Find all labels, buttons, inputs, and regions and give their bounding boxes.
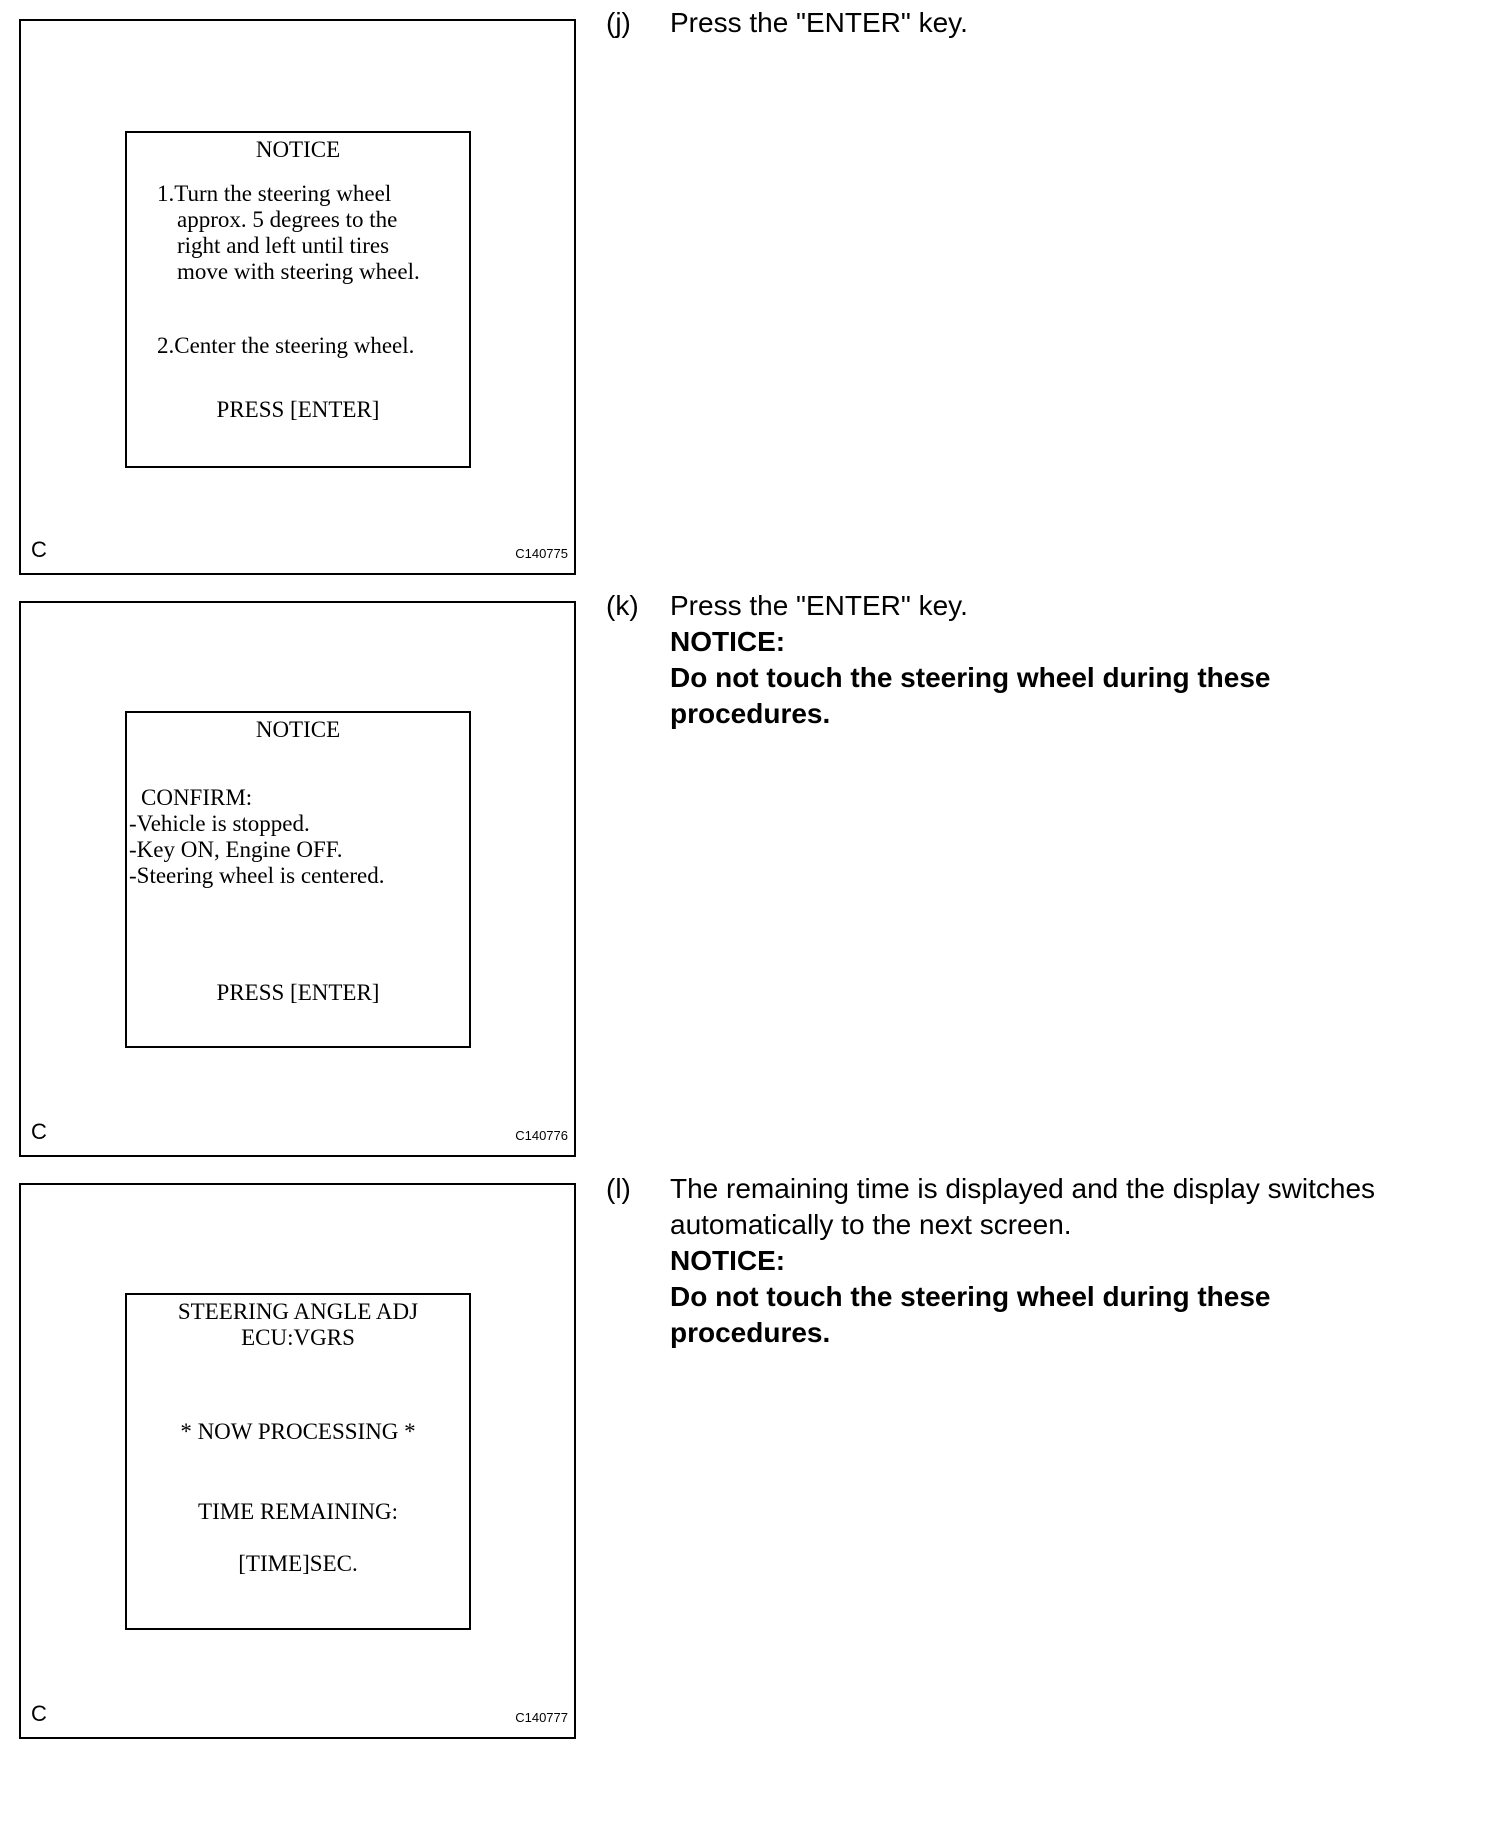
- notice-text: Do not touch the steering wheel during these: [670, 1281, 1271, 1312]
- scan-tool-screen: [125, 711, 471, 1048]
- step-label: (k): [606, 590, 639, 621]
- step-text: automatically to the next screen.: [670, 1209, 1072, 1240]
- figure-steering-notice: [19, 19, 576, 575]
- step-text: Press the "ENTER" key.: [670, 590, 968, 621]
- press-enter-prompt: PRESS [ENTER]: [216, 397, 380, 422]
- step-label: (l): [606, 1173, 631, 1204]
- figure-letter: C: [31, 1119, 47, 1144]
- step-label: (j): [606, 7, 631, 38]
- notice-label: NOTICE:: [670, 626, 786, 657]
- notice-text: procedures.: [670, 1317, 831, 1348]
- figure-code: C140776: [515, 1128, 568, 1143]
- figure-letter: C: [31, 537, 47, 562]
- scan-tool-screen: [125, 1293, 471, 1630]
- instruction-1: 1.Turn the steering wheel approx. 5 degrees to the right and left until tires move with steering wheel.: [157, 181, 420, 284]
- figure-processing: [19, 1183, 576, 1739]
- notice-label: NOTICE:: [670, 1245, 786, 1276]
- step-text: Press the "ENTER" key.: [670, 7, 968, 38]
- notice-text: procedures.: [670, 698, 831, 729]
- step-j: [606, 5, 1486, 41]
- scan-tool-screen: [125, 131, 471, 468]
- screen-title: NOTICE: [255, 137, 341, 162]
- figure-code: C140777: [515, 1710, 568, 1725]
- instruction-2: 2.Center the steering wheel.: [157, 333, 415, 358]
- notice-text: Do not touch the steering wheel during these: [670, 662, 1271, 693]
- time-remaining-value: [TIME]SEC.: [238, 1551, 358, 1576]
- step-k: [606, 588, 1486, 732]
- confirm-list: [129, 811, 384, 889]
- screen-subtitle: ECU:VGRS: [241, 1325, 355, 1350]
- screen-title: STEERING ANGLE ADJ: [177, 1299, 419, 1324]
- press-enter-prompt: PRESS [ENTER]: [216, 980, 380, 1005]
- step-text: The remaining time is displayed and the display switches: [670, 1173, 1376, 1204]
- screen-title: NOTICE: [255, 717, 341, 742]
- figure-confirm-notice: [19, 601, 576, 1157]
- figure-letter: C: [31, 1701, 47, 1726]
- confirm-item: -Steering wheel is centered.: [129, 863, 385, 888]
- time-remaining-label: TIME REMAINING:: [198, 1499, 398, 1524]
- confirm-item: -Vehicle is stopped.: [129, 811, 310, 836]
- processing-status: * NOW PROCESSING *: [180, 1419, 416, 1444]
- figure-code: C140775: [515, 546, 568, 561]
- confirm-heading: CONFIRM:: [141, 785, 253, 810]
- step-l: [606, 1171, 1486, 1351]
- confirm-item: -Key ON, Engine OFF.: [129, 837, 343, 862]
